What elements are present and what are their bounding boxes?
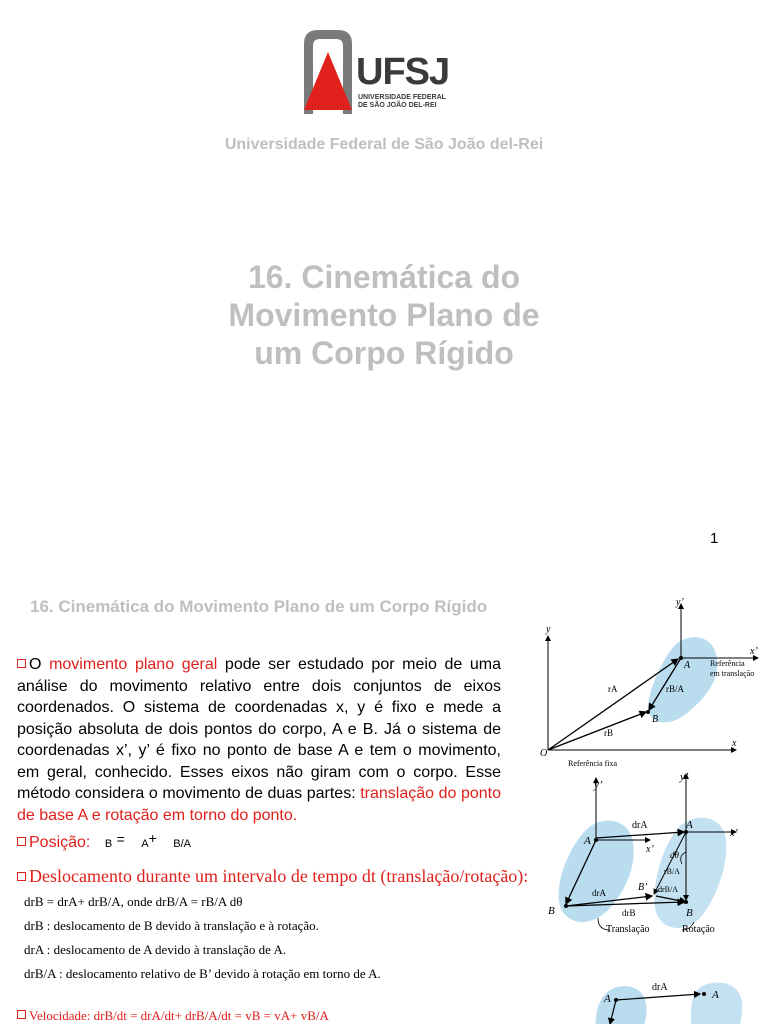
university-name: Universidade Federal de São João del-Rei xyxy=(224,136,544,153)
fig3-dra: drA xyxy=(652,982,668,993)
bullet-square-icon xyxy=(17,872,26,881)
fig2-dra-top: drA xyxy=(632,820,648,831)
bullet-square-icon xyxy=(17,1010,26,1019)
fig2-drb: drB xyxy=(622,908,636,918)
fig1-yp: y’ xyxy=(676,597,684,608)
velocity-body-1 xyxy=(596,986,647,1024)
fig2-xp1: x’ xyxy=(646,844,654,855)
fig1-ref-trans-1: Referência xyxy=(710,659,745,668)
logo-wordmark: UFSJ xyxy=(356,51,450,93)
fig2-b1: B xyxy=(548,905,555,917)
fig2-bp: B’ xyxy=(638,882,648,893)
fig2-translation: Translação xyxy=(606,924,650,935)
title-line-1: 16. Cinemática do xyxy=(247,259,521,295)
bullet-square-icon xyxy=(17,837,26,846)
slide-heading: 16. Cinemática do Movimento Plano de um Corpo Rígido xyxy=(30,597,488,616)
fig1-y: y xyxy=(546,624,551,635)
figure-velocity-partial xyxy=(560,972,768,1024)
eq-line-4: drB/A : deslocamento relativo de B’ devido à rotação em torno de A. xyxy=(24,966,381,981)
fig2-yp2: y’ xyxy=(680,772,689,783)
fig2-yp1: y’ xyxy=(594,779,603,791)
velocity-line xyxy=(17,1008,329,1024)
logo-subtitle-1: UNIVERSIDADE FEDERAL xyxy=(358,94,446,101)
fig2-a2: A xyxy=(686,819,693,831)
para-body: pode ser estudado por meio de uma análise do movimento relativo entre dois conjuntos de eixos coordenados. O sistema de coordenadas x, y é fixo e mede a posição absoluta de dois pontos do corpo, A e B. Já o sistema de coordenadas x’, y’ é fixo no ponto de base A e tem o movimento, em geral, conhecido. Esses eixos não giram com o corpo. Esse método considera o movimento de duas partes: xyxy=(17,656,502,802)
fig2-dra-mid: drA xyxy=(592,888,606,898)
fig1-o: O xyxy=(540,748,548,759)
equations-block xyxy=(24,890,381,986)
fig2-xp2: x’ xyxy=(730,828,738,839)
fig1-x: x xyxy=(732,738,737,749)
fig1-xp: x’ xyxy=(750,646,758,657)
eq-equals: = xyxy=(116,831,125,847)
fig2-a1: A xyxy=(584,835,591,847)
fig2-rotation: Rotação xyxy=(682,924,715,935)
fig1-ref-fixed: Referência fixa xyxy=(568,759,618,768)
fig2-drba: drB/A xyxy=(658,885,678,894)
position-line xyxy=(17,830,191,852)
title-line-2: Movimento Plano de xyxy=(228,297,540,333)
logo-subtitle-2: DE SÃO JOÃO DEL-REI xyxy=(358,102,437,109)
fig1-rb: rB xyxy=(604,728,613,738)
velocity-text: Velocidade: drB/dt = drA/dt+ drB/A/dt = vB = vA+ vB/A xyxy=(29,1008,329,1023)
para-lead: O xyxy=(29,656,50,673)
slide-2 xyxy=(0,560,768,1024)
displacement-heading-text: Deslocamento durante um intervalo de tempo dt (translação/rotação): xyxy=(29,866,529,886)
logo-arch-icon xyxy=(302,28,354,114)
fig1-ref-trans-2: em translação xyxy=(710,669,755,678)
eq-b: B xyxy=(104,838,113,850)
para-highlight: movimento plano geral xyxy=(49,656,218,673)
eq-plus: + xyxy=(148,830,157,846)
eq-line-3: drA : deslocamento de A devido à translação de A. xyxy=(24,942,287,957)
para-tail: translação do ponto de base A e rotação em torno do ponto. xyxy=(17,785,501,824)
displacement-heading xyxy=(17,866,528,887)
fig1-b: B xyxy=(652,714,659,725)
fig1-a: A xyxy=(684,660,691,671)
eq-line-1: drB = drA+ drB/A, onde drB/A = rB/A dθ xyxy=(24,894,243,909)
fig2-dtheta: dθ xyxy=(670,850,679,860)
intro-paragraph xyxy=(17,654,501,826)
rigid-body-shape xyxy=(648,637,717,722)
page-number: 1 xyxy=(710,530,719,547)
figure-displacement xyxy=(536,772,768,960)
eq-ba: B/A xyxy=(173,838,191,850)
title-line-3: um Corpo Rígido xyxy=(254,335,514,371)
fig2-b2: B xyxy=(686,907,693,919)
position-label: Posição: xyxy=(29,834,91,851)
slide-title xyxy=(0,258,768,372)
ufsj-logo xyxy=(300,28,460,118)
figure-relative-position xyxy=(536,596,768,772)
bullet-square-icon xyxy=(17,659,26,668)
fig3-a2: A xyxy=(712,989,719,1001)
fig3-a1: A xyxy=(604,993,611,1005)
eq-line-2: drB : deslocamento de B devido à translação e à rotação. xyxy=(24,918,319,933)
fig1-rba: rB/A xyxy=(666,684,684,694)
fig1-ra: rA xyxy=(608,684,618,694)
eq-a: A xyxy=(141,838,149,850)
fig2-rba: rB/A xyxy=(664,867,680,876)
